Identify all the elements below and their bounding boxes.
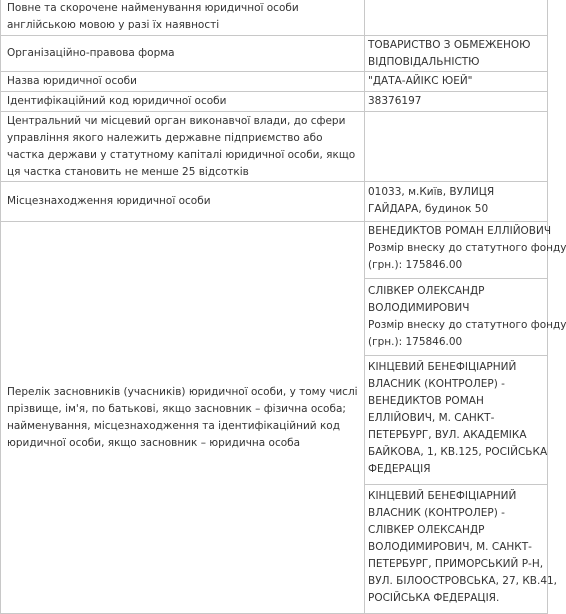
founder-line: Розмір внеску до статутного фонду xyxy=(368,242,566,254)
owner-line: ВУЛ. БІЛООСТРОВСЬКА, 27, КВ.41, xyxy=(368,575,558,587)
label-founders-text: Перелік засновників (учасників) юридичної особи, у тому числі прізвище, ім'я, по батькові, якщо засновник – фізична особа; найменування, місцезнаходження та ідентифікаційний код юридичної особи, якщо засновник – юридична особа xyxy=(7,385,358,449)
value-id-code xyxy=(365,92,548,112)
row-id-code xyxy=(1,92,548,112)
founder-line: СЛІВКЕР ОЛЕКСАНДР xyxy=(368,285,485,297)
beneficial-owner-entry xyxy=(365,485,558,613)
row-location xyxy=(1,182,548,222)
label-entity-name xyxy=(1,72,365,92)
label-entity-name-text: Назва юридичної особи xyxy=(7,75,137,87)
owner-line: БАЙКОВА, 1, КВ.125, РОСІЙСЬКА xyxy=(368,446,548,458)
label-english-name-text: Повне та скорочене найменування юридичної особи англійською мовою у разі їх наявності xyxy=(7,2,299,31)
owner-line: СЛІВКЕР ОЛЕКСАНДР xyxy=(368,524,485,536)
value-entity-name-text: "ДАТА-АЙІКС ЮЕЙ" xyxy=(368,75,473,87)
value-id-code-text: 38376197 xyxy=(368,95,422,107)
label-location xyxy=(1,182,365,222)
value-founders xyxy=(365,222,566,614)
founder-entry xyxy=(365,222,566,279)
label-english-name xyxy=(1,0,365,36)
owner-line: ПЕТЕРБУРГ, ПРИМОРСЬКИЙ Р-Н, xyxy=(368,558,544,570)
owner-line: КІНЦЕВИЙ БЕНЕФІЦІАРНИЙ xyxy=(368,490,517,502)
row-entity-name xyxy=(1,72,548,92)
row-founders xyxy=(1,222,548,614)
owner-line: ВЕНЕДИКТОВ РОМАН xyxy=(368,395,484,407)
owner-line: ВОЛОДИМИРОВИЧ, М. САНКТ- xyxy=(368,541,532,553)
row-legal-form xyxy=(1,36,548,72)
row-authority xyxy=(1,112,548,182)
founder-line: Розмір внеску до статутного фонду xyxy=(368,319,566,331)
founder-entry xyxy=(365,279,566,356)
owner-line: ПЕТЕРБУРГ, ВУЛ. АКАДЕМІКА xyxy=(368,429,527,441)
value-entity-name xyxy=(365,72,548,92)
row-english-name xyxy=(1,0,548,36)
label-legal-form-text: Організаційно-правова форма xyxy=(7,47,175,59)
value-legal-form-text: ТОВАРИСТВО З ОБМЕЖЕНОЮ ВІДПОВІДАЛЬНІСТЮ xyxy=(368,39,531,68)
label-authority xyxy=(1,112,365,182)
label-id-code xyxy=(1,92,365,112)
label-authority-text: Центральний чи місцевий орган виконавчої влади, до сфери управління якого належить державне підприємство або частка держави у статутному капіталі юридичної особи, якщо ця частка становить не менше 25 відсотків xyxy=(7,114,356,178)
value-english-name xyxy=(365,0,548,36)
owner-line: ВЛАСНИК (КОНТРОЛЕР) - xyxy=(368,378,505,390)
value-authority xyxy=(365,112,548,182)
founder-line: ВЕНЕДИКТОВ РОМАН ЕЛЛІЙОВИЧ xyxy=(368,225,552,237)
owner-line: ЕЛЛІЙОВИЧ, М. САНКТ- xyxy=(368,412,495,424)
owner-line: ФЕДЕРАЦІЯ xyxy=(368,463,431,475)
founder-line: ВОЛОДИМИРОВИЧ xyxy=(368,302,470,314)
value-legal-form xyxy=(365,36,548,72)
label-location-text: Місцезнаходження юридичної особи xyxy=(7,195,211,207)
founder-line: (грн.): 175846.00 xyxy=(368,336,463,348)
founder-line: (грн.): 175846.00 xyxy=(368,259,463,271)
owner-line: ВЛАСНИК (КОНТРОЛЕР) - xyxy=(368,507,505,519)
owner-line: КІНЦЕВИЙ БЕНЕФІЦІАРНИЙ xyxy=(368,361,517,373)
label-id-code-text: Ідентифікаційний код юридичної особи xyxy=(7,95,227,107)
value-location xyxy=(365,182,548,222)
value-location-text: 01033, м.Київ, ВУЛИЦЯ ГАЙДАРА, будинок 50 xyxy=(368,186,495,215)
label-legal-form xyxy=(1,36,365,72)
beneficial-owner-entry xyxy=(365,356,547,485)
owner-line: РОСІЙСЬКА ФЕДЕРАЦІЯ. xyxy=(368,592,500,604)
label-founders xyxy=(1,222,365,614)
